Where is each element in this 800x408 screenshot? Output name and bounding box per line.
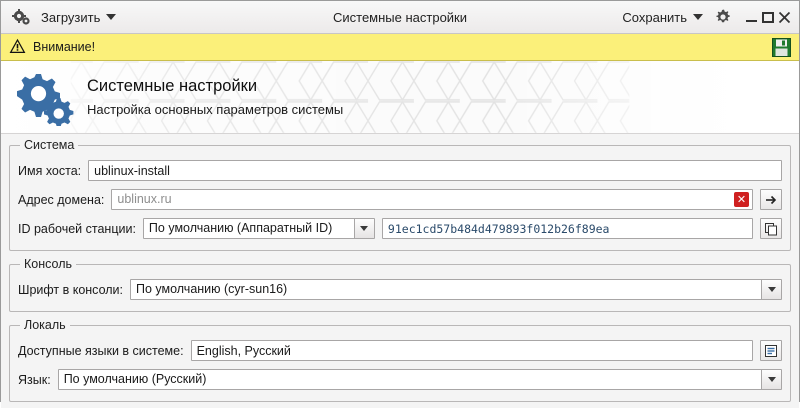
gears-logo-icon (11, 68, 77, 126)
load-menu-label: Загрузить (41, 9, 101, 25)
warning-triangle-icon (9, 38, 26, 57)
language-label: Язык: (18, 372, 51, 387)
list-select-icon (764, 344, 778, 358)
gears-menu-icon[interactable] (11, 7, 31, 27)
available-languages-label: Доступные языки в системе: (18, 343, 184, 358)
hostname-input[interactable] (88, 160, 782, 181)
row-language (18, 369, 782, 390)
chevron-down-icon[interactable] (761, 370, 781, 389)
row-workstation-id (18, 218, 782, 239)
language-value: По умолчанию (Русский) (63, 372, 207, 386)
workstation-id-value-field[interactable] (382, 218, 753, 239)
workstation-id-select[interactable] (143, 218, 375, 239)
domain-label: Адрес домена: (18, 192, 105, 207)
save-menu-label: Сохранить (622, 9, 687, 25)
group-console-legend: Консоль (24, 257, 73, 271)
save-menu-button[interactable] (618, 8, 707, 27)
header-banner (1, 61, 799, 134)
clear-x-icon[interactable]: ✕ (734, 192, 749, 207)
settings-content (1, 134, 799, 408)
chevron-down-icon[interactable] (761, 280, 781, 299)
console-font-select[interactable] (130, 279, 782, 300)
row-hostname (18, 160, 782, 181)
group-system (9, 138, 791, 251)
language-select[interactable] (58, 369, 782, 390)
arrow-right-icon (764, 193, 778, 207)
row-console-font (18, 279, 782, 300)
floppy-save-icon[interactable] (772, 38, 791, 57)
available-languages-pick-button[interactable] (760, 340, 782, 361)
window-title: Системные настройки (332, 9, 468, 25)
warning-bar (1, 34, 799, 61)
workstation-id-copy-button[interactable] (760, 218, 782, 239)
domain-placeholder-text: ublinux.ru (117, 192, 172, 206)
chevron-down-icon[interactable] (354, 219, 374, 238)
chevron-down-icon (693, 14, 703, 20)
console-font-value: По умолчанию (cyr-sun16) (136, 282, 288, 296)
title-bar (1, 1, 799, 34)
hostname-label: Имя хоста: (18, 163, 82, 178)
domain-apply-button[interactable] (760, 189, 782, 210)
close-button[interactable] (778, 11, 791, 24)
load-menu-button[interactable] (37, 8, 120, 27)
workstation-id-value: По умолчанию (Аппаратный ID) (148, 221, 333, 235)
group-locale-legend: Локаль (24, 318, 66, 332)
row-domain (18, 189, 782, 210)
settings-gear-icon[interactable] (713, 7, 733, 27)
row-available-languages (18, 340, 782, 361)
banner-subtitle: Настройка основных параметров системы (87, 102, 344, 117)
group-console (9, 257, 791, 312)
domain-input[interactable] (111, 189, 753, 210)
console-font-label: Шрифт в консоли: (18, 282, 123, 297)
available-languages-input[interactable] (191, 340, 753, 361)
minimize-button[interactable] (745, 11, 758, 24)
group-locale (9, 318, 791, 402)
warning-text: Внимание! (33, 40, 96, 54)
copy-icon (764, 222, 778, 236)
app-logo (1, 68, 87, 126)
maximize-button[interactable] (762, 12, 774, 23)
workstation-id-label: ID рабочей станции: (18, 221, 136, 236)
group-system-legend: Система (24, 138, 75, 152)
chevron-down-icon (106, 14, 116, 20)
banner-title: Системные настройки (87, 77, 258, 95)
